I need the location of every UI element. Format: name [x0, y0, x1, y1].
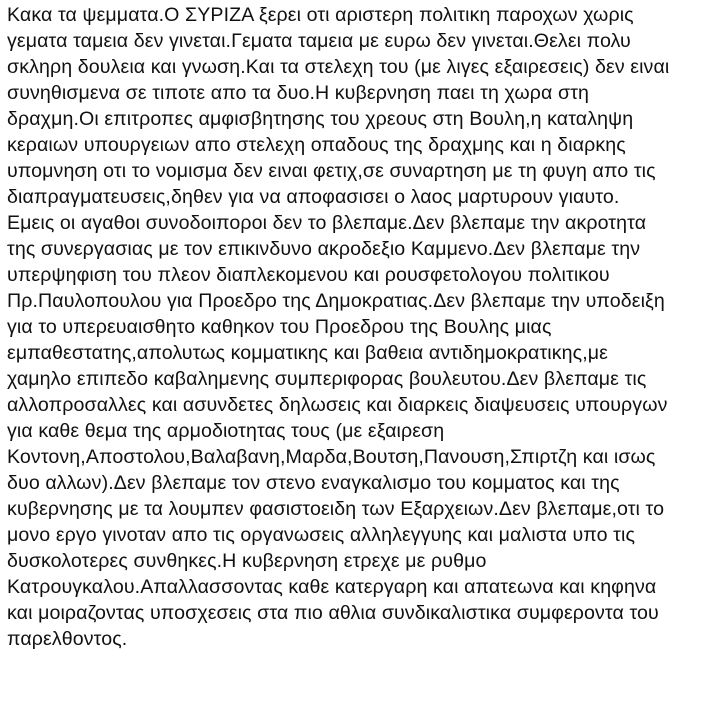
post-line: δυο αλλων).Δεν βλεπαμε τον στενο εναγκαλισμο του κομματος και της: [7, 472, 620, 494]
post-line: δραχμη.Οι επιτροπες αμφισβητησης του χρεους στη Βουλη,η καταληψη: [7, 108, 634, 130]
post-line: διαπραγματευσεις,δηθεν για να αποφασισει ο λαος μαρτυρουν γιαυτο.: [7, 186, 620, 208]
post-line: σκληρη δουλεια και γνωση.Και τα στελεχη του (με λιγες εξαιρεσεις) δεν ειναι: [7, 56, 670, 78]
post-line: μονο εργο γινοταν απο τις οργανωσεις αλληλεγγυης και μαλιστα υπο τις: [7, 524, 636, 546]
post-line: Πρ.Παυλοπουλου για Προεδρο της Δημοκρατιας.Δεν βλεπαμε την υποδειξη: [7, 290, 665, 312]
post-line: Κακα τα ψεμματα.Ο ΣΥΡΙΖΑ ξερει οτι αριστερη πολιτικη παροχων χωρις: [7, 4, 634, 26]
post-line: γεματα ταμεια δεν γινεται.Γεματα ταμεια με ευρω δεν γινεται.Θελει πολυ: [7, 30, 631, 52]
post-text: [7, 2, 719, 652]
post-line: της συνεργασιας με τον επικινδυνο ακροδεξιο Καμμενο.Δεν βλεπαμε την: [7, 238, 641, 260]
post-line: για καθε θεμα της αρμοδιοτητας τους (με εξαιρεση: [7, 420, 445, 442]
post-line: παρελθοντος.: [7, 628, 128, 650]
post-line: συνηθισμενα σε τιποτε απο τα δυο.Η κυβερνηση παει τη χωρα στη: [7, 82, 590, 104]
post-line: υπερψηφιση του πλεον διαπλεκομενου και ρουσφετολογου πολιτικου: [7, 264, 610, 286]
post-line: αλλοπροσαλλες και ασυνδετες δηλωσεις και διαρκεις διαψευσεις υπουργων: [7, 394, 668, 416]
post-line: για το υπερευαισθητο καθηκον του Προεδρου της Βουλης μιας: [7, 316, 552, 338]
post-line: εμπαθεστατης,απολυτως κομματικης και βαθεια αντιδημοκρατικης,με: [7, 342, 608, 364]
post-line: Κατρουγκαλου.Απαλλασσοντας καθε κατεργαρη και απατεωνα και κηφηνα: [7, 576, 657, 598]
post-line: και μοιραζοντας υποσχεσεις στα πιο αθλια συνδικαλιστικα συμφεροντα του: [7, 602, 659, 624]
post-line: Κοντονη,Αποστολου,Βαλαβανη,Μαρδα,Βουτση,Πανουση,Σπιρτζη και ισως: [7, 446, 656, 468]
post-line: υπομνηση οτι το νομισμα δεν ειναι φετιχ,σε συναρτηση με τη φυγη απο τις: [7, 160, 656, 182]
post-line: δυσκολοτερες συνθηκες.Η κυβερνηση ετρεχε με ρυθμο: [7, 550, 487, 572]
post-line: χαμηλο επιπεδο καβαλημενης συμπεριφορας βουλευτου.Δεν βλεπαμε τις: [7, 368, 647, 390]
post-line: Εμεις οι αγαθοι συνοδοιποροι δεν το βλεπαμε.Δεν βλεπαμε την ακροτητα: [7, 212, 647, 234]
post-line: κυβερνησης με τα λουμπεν φασιστοειδη των Εξαρχειων.Δεν βλεπαμε,οτι το: [7, 498, 665, 520]
post-line: κεραιων υπουργειων απο στελεχη οπαδους της δραχμης και η διαρκης: [7, 134, 626, 156]
